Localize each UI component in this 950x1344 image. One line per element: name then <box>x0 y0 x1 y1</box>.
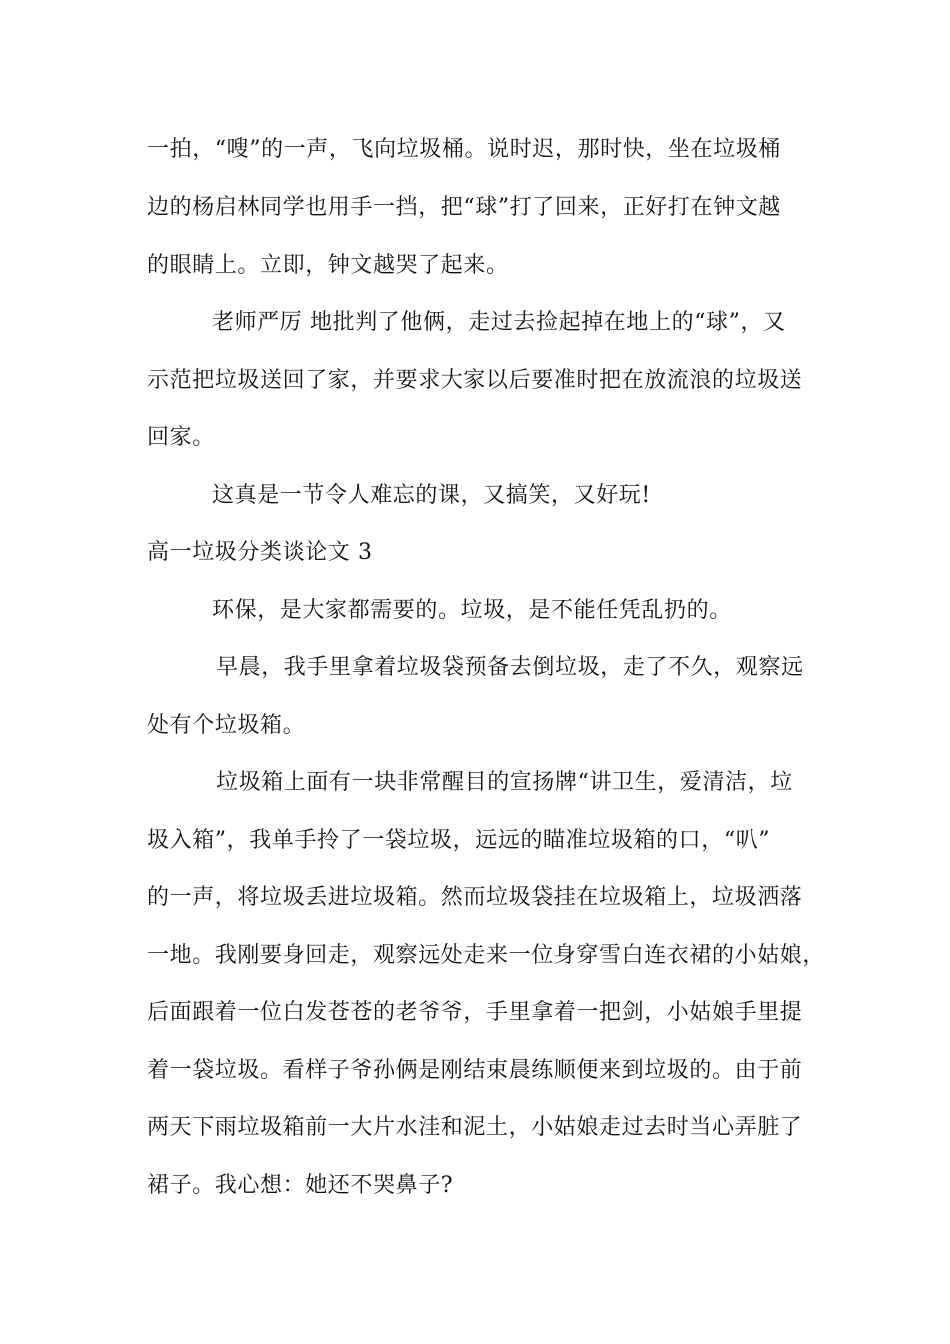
section-heading: 高一垃圾分类谈论文 3 <box>147 540 373 565</box>
text-line: 老师严厉 地批判了他俩，走过去捡起掉在地上的“球”，又 <box>212 310 786 335</box>
text-line: 的一声，将垃圾丢进垃圾箱。然而垃圾袋挂在垃圾箱上，垃圾洒落 <box>147 885 803 910</box>
text-line: 环保，是大家都需要的。垃圾，是不能任凭乱扔的。 <box>212 598 732 623</box>
text-line: 一拍，“嗖”的一声，飞向垃圾桶。说时迟，那时快，坐在垃圾桶 <box>147 137 781 162</box>
text-line: 这真是一节令人难忘的课，又搞笑，又好玩! <box>212 483 651 508</box>
text-line: 早晨，我手里拿着垃圾袋预备去倒垃圾，走了不久，观察远 <box>216 655 804 680</box>
text-line: 回家。 <box>147 425 215 450</box>
text-line: 边的杨启林同学也用手一挡，把“球”打了回来，正好打在钟文越 <box>147 195 781 220</box>
text-line: 垃圾箱上面有一块非常醒目的宣扬牌“讲卫生，爱清洁，垃 <box>216 770 793 795</box>
text-line: 两天下雨垃圾箱前一大片水洼和泥土，小姑娘走过去时当心弄脏了 <box>147 1115 803 1140</box>
text-line: 一地。我刚要身回走，观察远处走来一位身穿雪白连衣裙的小姑娘， <box>147 943 826 968</box>
text-line: 着一袋垃圾。看样子爷孙俩是刚结束晨练顺便来到垃圾的。由于前 <box>147 1058 803 1083</box>
text-line: 的眼睛上。立即，钟文越哭了起来。 <box>147 253 509 278</box>
text-line: 圾入箱”，我单手拎了一袋垃圾，远远的瞄准垃圾箱的口，“叭” <box>147 828 771 853</box>
text-line: 处有个垃圾箱。 <box>147 713 306 738</box>
text-line: 裙子。我心想：她还不哭鼻子? <box>147 1173 454 1198</box>
text-line: 示范把垃圾送回了家，并要求大家以后要准时把在放流浪的垃圾送 <box>147 368 803 393</box>
text-line: 后面跟着一位白发苍苍的老爷爷，手里拿着一把剑，小姑娘手里提 <box>147 1000 803 1025</box>
